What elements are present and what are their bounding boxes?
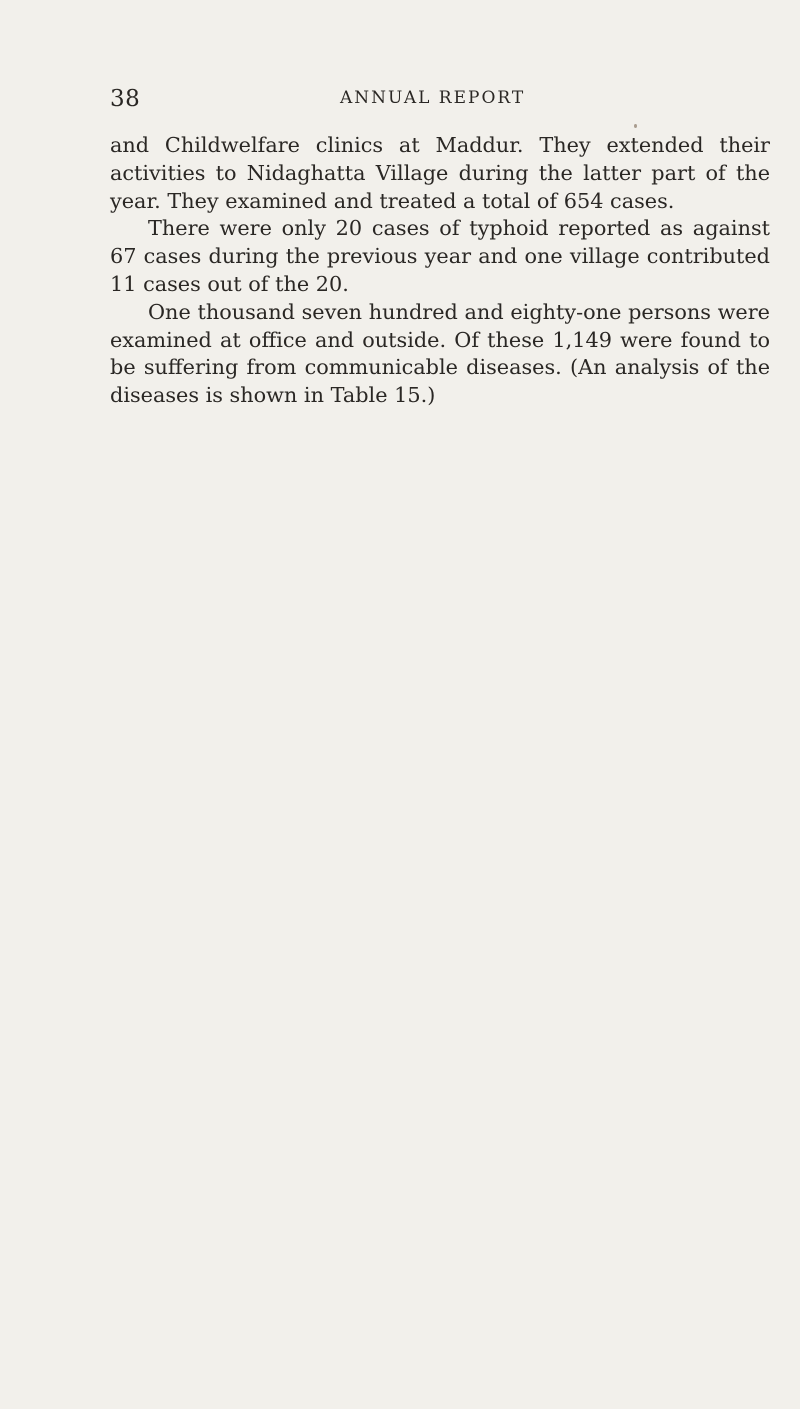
paper-speck — [634, 124, 637, 128]
paragraph-continuation: and Childwelfare clinics at Maddur. They extended their activities to Nidaghatta Village during the latter part of the year. They examined and treated a total of 654 cases. — [110, 133, 770, 213]
page-number: 38 — [110, 86, 141, 112]
running-head: ANNUAL REPORT — [340, 88, 526, 108]
body-text — [110, 132, 770, 410]
page-header — [110, 86, 770, 116]
paragraph-typhoid: There were only 20 cases of typhoid reported as against 67 cases during the previous year and one village contributed 11 cases out of the 20. — [110, 216, 770, 296]
paragraph-examinations: One thousand seven hundred and eighty-one persons were examined at office and outside. Of these 1,149 were found to be suffering from communicable diseases. (An analysis of the diseases is shown in Table 15.) — [110, 299, 770, 408]
